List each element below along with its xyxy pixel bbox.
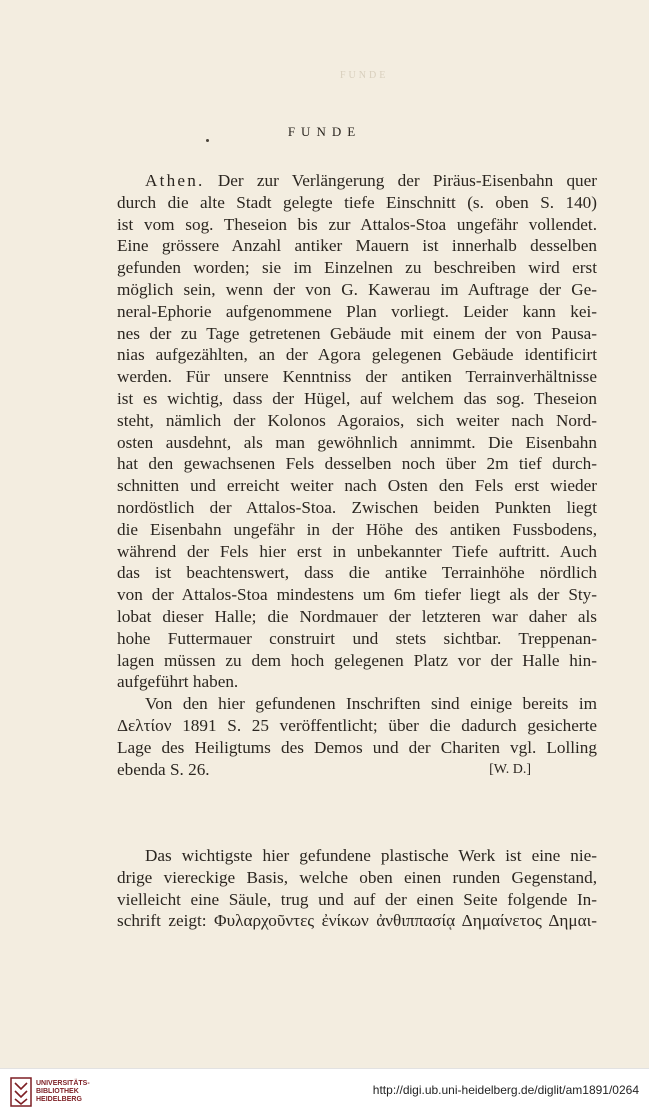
text-line: nordöstlich der Attalos-Stoa. Zwischen beiden Punkten liegt <box>117 497 597 517</box>
library-name: UNIVERSITÄTS- BIBLIOTHEK HEIDELBERG <box>36 1080 90 1103</box>
text-line: Das wichtigste hier gefundene plastische Werk ist eine nie- <box>145 846 597 865</box>
text-line: Δελτίον 1891 S. 25 veröffentlicht; über die dadurch gesicherte <box>117 715 597 735</box>
text-line: drige viereckige Basis, welche oben einen runden Gegenstand, <box>117 867 597 887</box>
text-line: Eine grössere Anzahl antiker Mauern ist innerhalb desselben <box>117 236 597 256</box>
text-line: ist es wichtig, dass der Hügel, auf welchem das sog. Theseion <box>117 388 597 408</box>
bleed-through-text: FUNDE <box>340 70 389 81</box>
text-line: von der Attalos-Stoa mindestens um 6m tiefer liegt als der Sty- <box>117 585 597 605</box>
second-section <box>117 845 597 932</box>
text-line: durch die alte Stadt gelegte tiefe Einschnitt (s. oben S. 140) <box>117 192 597 212</box>
text-line: nes der zu Tage getretenen Gebäude mit einem der von Pausa- <box>117 323 597 343</box>
text-line: Lage des Heiligtums des Demos und der Chariten vgl. Lolling <box>117 737 597 757</box>
page-heading: FUNDE <box>287 124 362 139</box>
text-line: lobat dieser Halle; die Nordmauer der letzteren war daher als <box>117 606 597 626</box>
text-line: Von den hier gefundenen Inschriften sind einige bereits im <box>145 694 597 714</box>
text-line: neral-Ephorie aufgenommene Plan vorliegt. Leider kann kei- <box>117 301 597 321</box>
text-line: ebenda S. 26. [W. D.] <box>117 759 531 779</box>
text-line: ist vom sog. Theseion bis zur Attalos-Stoa ungefähr vollendet. <box>117 214 597 234</box>
text-line: hohe Futtermauer construirt und stets sichtbar. Treppenan- <box>117 628 597 648</box>
text-line: werden. Für unsere Kenntniss der antiken Terrainverhältnisse <box>117 367 597 387</box>
text-line: Athen. Der zur Verlängerung der Piräus-Eisenbahn quer <box>145 171 598 190</box>
text-line: lagen müssen zu dem hoch gelegenen Platz vor der Halle hin- <box>117 650 597 670</box>
text-line: schrift zeigt: Φυλαρχοῦντες ἐνίκων ἀνθιππασίᾳ Δημαίνετος Δημαι- <box>117 911 597 931</box>
text-line: nias aufgezählten, an der Agora gelegenen Gebäude identificirt <box>117 345 597 365</box>
text-line: vielleicht eine Säule, trug und auf der einen Seite folgende In- <box>117 889 597 909</box>
author-signature: [W. D.] <box>489 761 531 777</box>
text-line: das ist beachtenswert, dass die antike Terrainhöhe nördlich <box>117 563 597 583</box>
text-line: während der Fels hier erst in unbekannter Tiefe auftritt. Auch <box>117 541 597 561</box>
text-line: aufgeführt haben. <box>117 672 239 692</box>
text-line: die Eisenbahn ungefähr in der Höhe des antiken Fussbodens, <box>117 519 597 539</box>
digitization-footer <box>0 1068 649 1116</box>
library-logo-icon <box>10 1077 32 1107</box>
text-line: hat den gewachsenen Fels desselben noch über 2m tief durch- <box>117 454 597 474</box>
text-line: gefunden worden; sie im Einzelnen zu beschreiben wird erst <box>117 258 597 278</box>
main-text <box>117 170 597 780</box>
text-line: steht, nämlich der Kolonos Agoraios, sich weiter nach Nord- <box>117 410 597 430</box>
text-line: osten ausdehnt, als man gewöhnlich annimmt. Die Eisenbahn <box>117 432 597 452</box>
source-url-link[interactable]: http://digi.ub.uni-heidelberg.de/diglit/am1891/0264 <box>372 1083 639 1097</box>
text-line: schnitten und erreicht weiter nach Osten den Fels erst wieder <box>117 476 597 496</box>
text-line: möglich sein, wenn der von G. Kawerau im Auftrage der Ge- <box>117 279 597 299</box>
place-name: Athen. <box>145 171 205 190</box>
